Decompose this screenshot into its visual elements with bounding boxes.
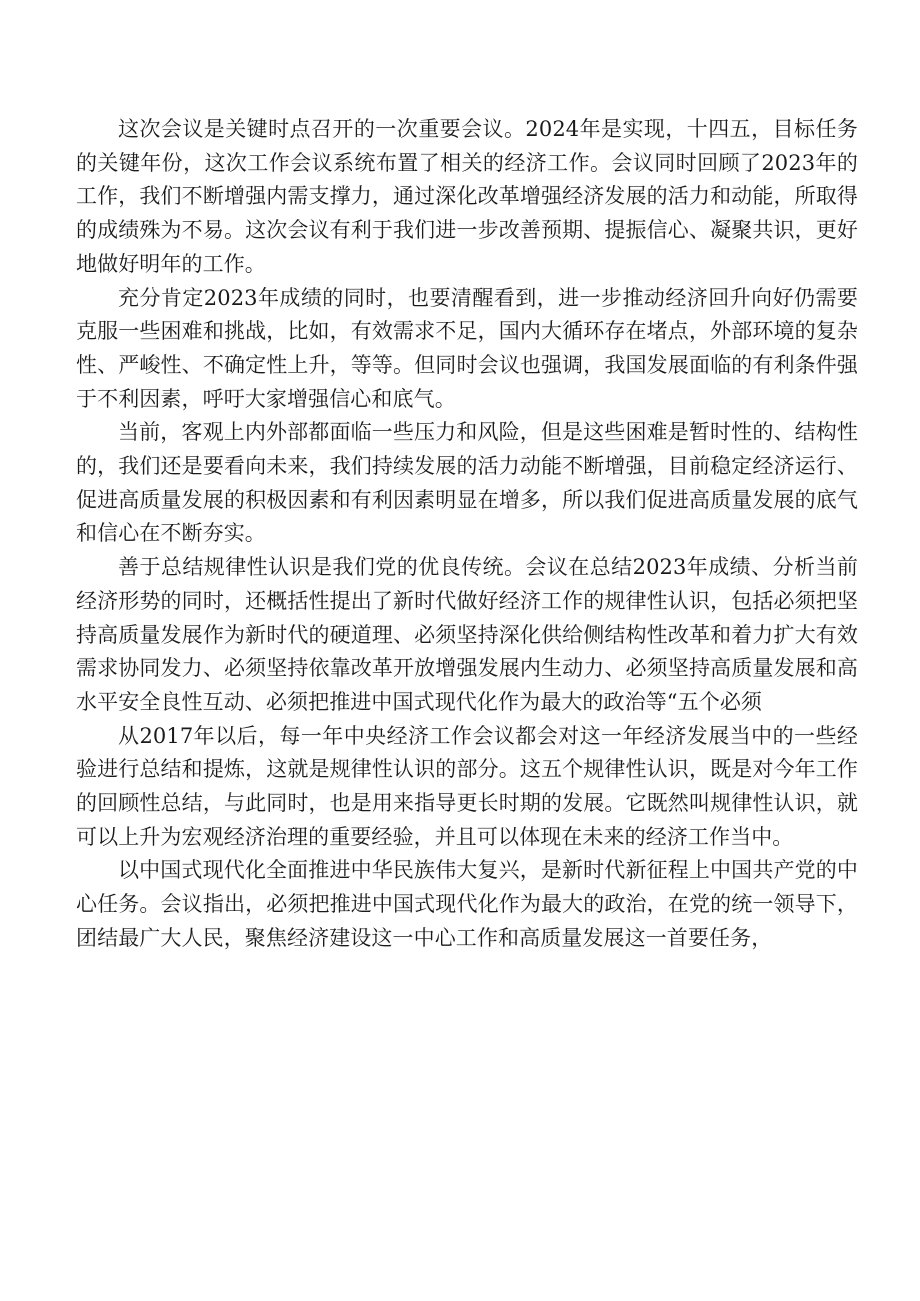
paragraph-3: 当前，客观上内外部都面临一些压力和风险，但是这些困难是暂时性的、结构性的，我们还是要看向未来，我们持续发展的活力动能不断增强，目前稳定经济运行、促进高质量发展的积极因素和有利因素明显在增多，所以我们促进高质量发展的底气和信心在不断夯实。 [76, 420, 858, 546]
paragraph-5: 从2017年以后，每一年中央经济工作会议都会对这一年经济发展当中的一些经验进行总结和提炼，这就是规律性认识的部分。这五个规律性认识，既是对今年工作的回顾性总结，与此同时，也是用来指导更长时期的发展。它既然叫规律性认识，就可以上升为宏观经济治理的重要经验，并且可以体现在未来的经济工作当中。 [76, 723, 858, 849]
paragraph-1: 这次会议是关键时点召开的一次重要会议。2024年是实现，十四五，目标任务的关键年份，这次工作会议系统布置了相关的经济工作。会议同时回顾了2023年的工作，我们不断增强内需支撑力，通过深化改革增强经济发展的活力和动能，所取得的成绩殊为不易。这次会议有利于我们进一步改善预期、提振信心、凝聚共识，更好地做好明年的工作。 [76, 117, 858, 276]
paragraph-2: 充分肯定2023年成绩的同时，也要清醒看到，进一步推动经济回升向好仍需要克服一些困难和挑战，比如，有效需求不足，国内大循环存在堵点，外部环境的复杂性、严峻性、不确定性上升，等等。但同时会议也强调，我国发展面临的有利条件强于不利因素，呼吁大家增强信心和底气。 [76, 285, 858, 411]
paragraph-4: 善于总结规律性认识是我们党的优良传统。会议在总结2023年成绩、分析当前经济形势的同时，还概括性提出了新时代做好经济工作的规律性认识，包括必须把坚持高质量发展作为新时代的硬道理、必须坚持深化供给侧结构性改革和着力扩大有效需求协同发力、必须坚持依靠改革开放增强发展内生动力、必须坚持高质量发展和高水平安全良性互动、必须把推进中国式现代化作为最大的政治等“五个必须 [76, 555, 858, 714]
paragraph-6: 以中国式现代化全面推进中华民族伟大复兴，是新时代新征程上中国共产党的中心任务。会议指出，必须把推进中国式现代化作为最大的政治，在党的统一领导下，团结最广大人民，聚焦经济建设这一中心工作和高质量发展这一首要任务， [76, 858, 858, 950]
